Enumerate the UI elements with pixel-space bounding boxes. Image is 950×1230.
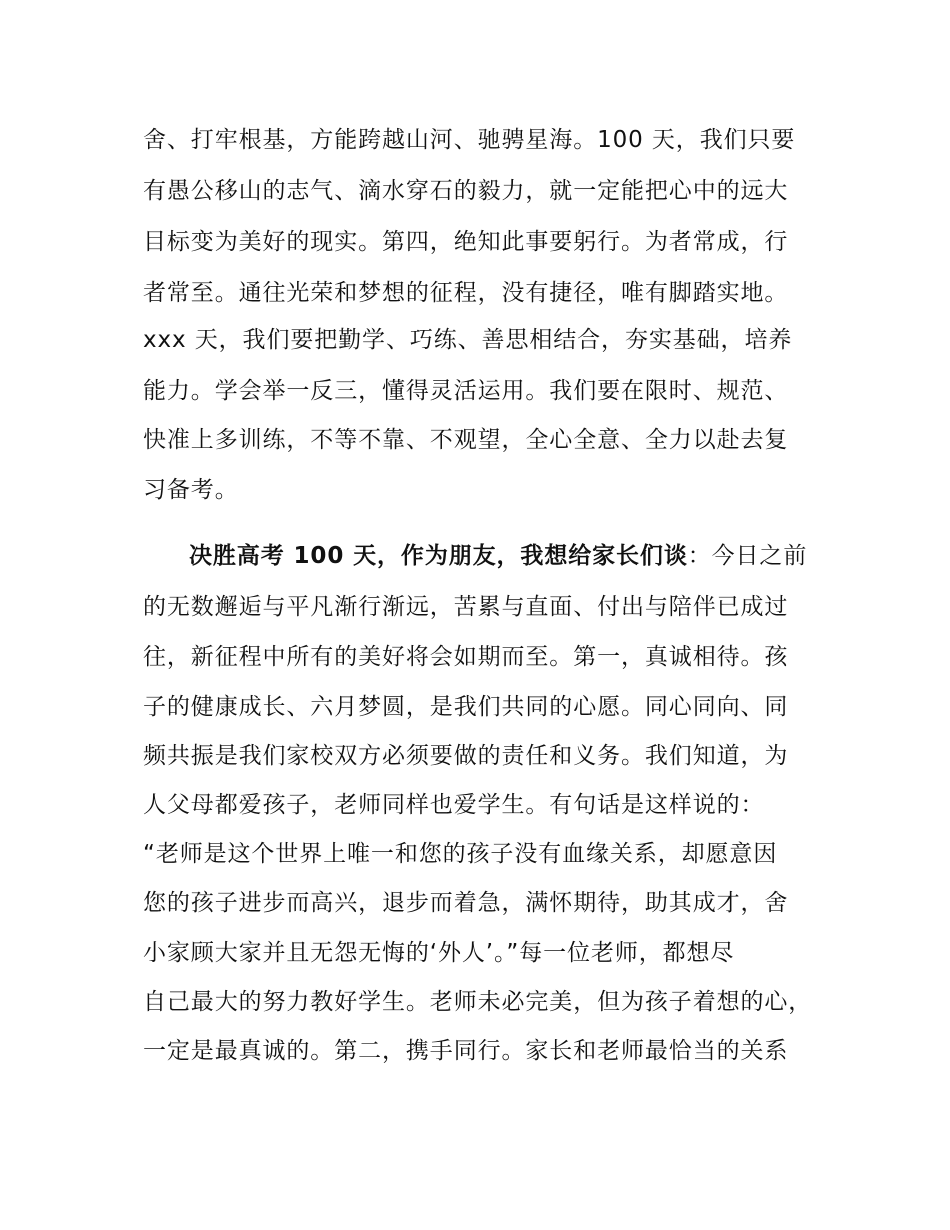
text-line: 一定是最真诚的。第二，携手同行。家长和老师最恰当的关系 (143, 1038, 789, 1064)
text-line: 者常至。通往光荣和梦想的征程，没有捷径，唯有脚踏实地。 (143, 280, 789, 306)
text-line: 频共振是我们家校双方必须要做的责任和义务。我们知道，为 (143, 743, 789, 769)
text-line: 小家顾大家并且无怨无悔的‘外人’。”每一位老师，都想尽 (143, 940, 735, 966)
paragraph-lead-bold: 决胜高考 100 天，作为朋友，我想给家长们谈 (189, 543, 688, 569)
text-line: 快准上多训练，不等不靠、不观望，全心全意、全力以赴去复 (143, 427, 789, 453)
text-line: “老师是这个世界上唯一和您的孩子没有血缘关系，却愿意因 (143, 841, 778, 867)
text-line: 目标变为美好的现实。第四，绝知此事要躬行。为者常成，行 (143, 229, 789, 255)
text-line: 的无数邂逅与平凡渐行渐远，苦累与直面、付出与陪伴已成过 (143, 594, 789, 620)
text-line: 人父母都爱孩子，老师同样也爱学生。有句话是这样说的： (143, 792, 765, 818)
text-line: 有愚公移山的志气、滴水穿石的毅力，就一定能把心中的远大 (143, 178, 789, 204)
text-line: 您的孩子进步而高兴，退步而着急，满怀期待，助其成才，舍 (143, 890, 789, 916)
paragraph-lead-line (189, 536, 833, 576)
paragraph-lead-rest: ：今日之前 (687, 543, 808, 569)
text-line: 舍、打牢根基，方能跨越山河、驰骋星海。100 天，我们只要 (143, 127, 796, 153)
text-line: 习备考。 (143, 477, 239, 503)
text-line: 自己最大的努力教好学生。老师未必完美，但为孩子着想的心， (143, 989, 813, 1015)
text-line: 能力。学会举一反三，懂得灵活运用。我们要在限时、规范、 (143, 378, 789, 404)
text-line: xxx 天，我们要把勤学、巧练、善思相结合，夯实基础，培养 (143, 327, 793, 353)
text-line: 往，新征程中所有的美好将会如期而至。第一，真诚相待。孩 (143, 644, 789, 670)
text-line: 子的健康成长、六月梦圆，是我们共同的心愿。同心同向、同 (143, 694, 789, 720)
